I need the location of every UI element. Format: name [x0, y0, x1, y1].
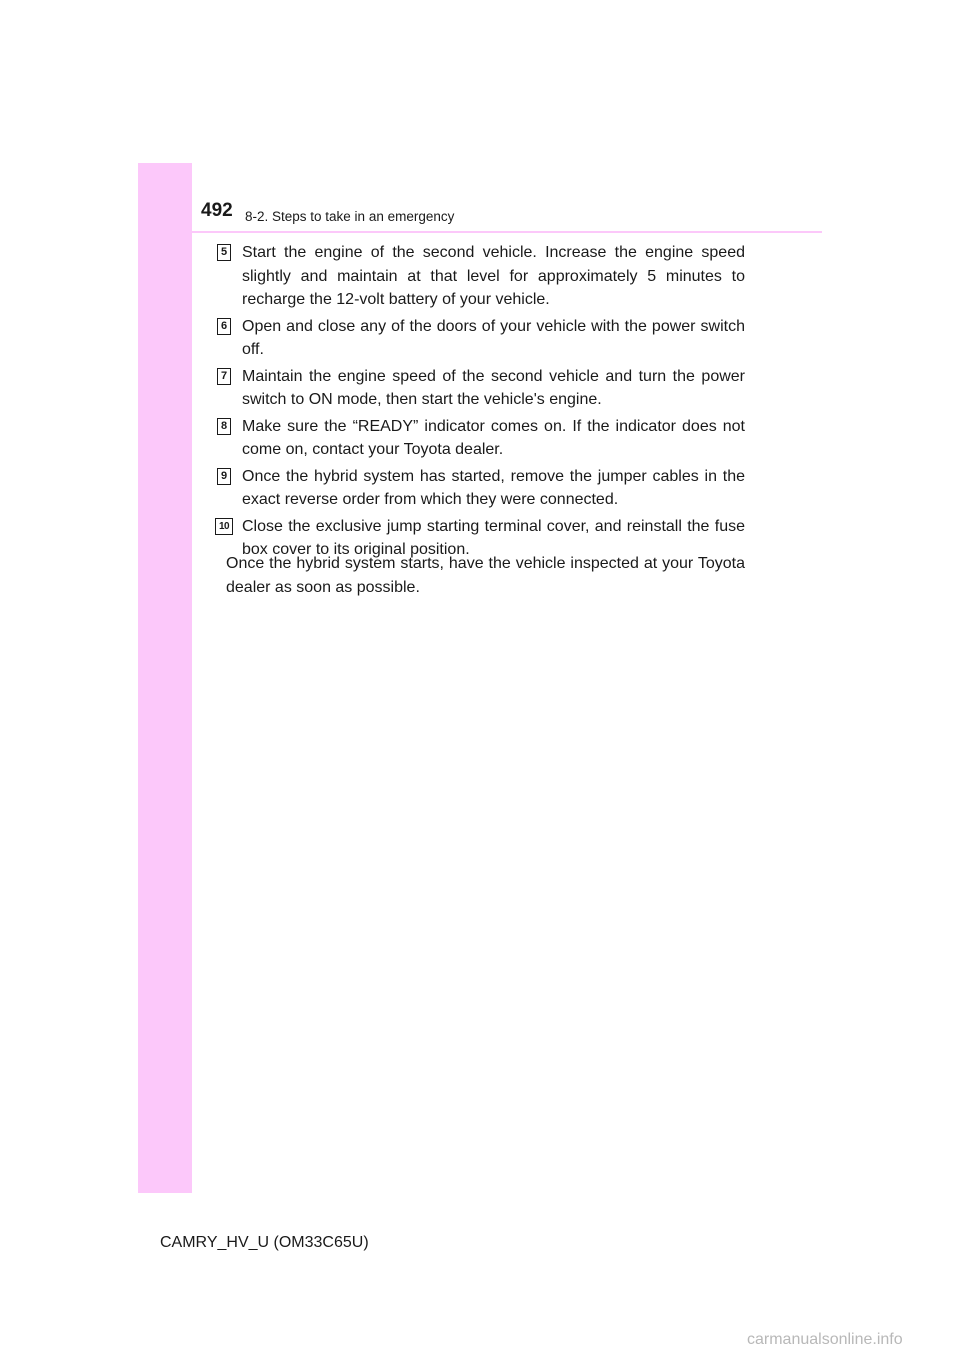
section-title: 8-2. Steps to take in an emergency — [245, 209, 455, 224]
footer-model-code: CAMRY_HV_U (OM33C65U) — [160, 1234, 369, 1251]
step-number-badge: 7 — [217, 368, 231, 385]
closing-note: Once the hybrid system starts, have the vehicle inspected at your Toyota dealer as soon as possible. — [226, 555, 745, 596]
watermark-link[interactable]: carmanualsonline.info — [747, 1331, 903, 1348]
step-text: Make sure the “READY” indicator comes on. If the indicator does not come on, contact your Toyota dealer. — [242, 417, 745, 458]
step-text: Once the hybrid system has started, remove the jumper cables in the exact reverse order from which they were connected. — [242, 467, 745, 508]
section-color-band — [138, 163, 192, 1193]
step-item — [220, 465, 745, 512]
step-text: Open and close any of the doors of your vehicle with the power switch off. — [242, 317, 745, 358]
page-number: 492 — [201, 200, 233, 221]
header-divider — [192, 231, 822, 233]
step-item — [220, 315, 745, 362]
step-number-badge: 9 — [217, 468, 231, 485]
step-text: Start the engine of the second vehicle. Increase the engine speed slightly and maintain at that level for approximately 5 minutes to recharge the 12-volt battery of your vehicle. — [242, 244, 745, 308]
step-text: Maintain the engine speed of the second vehicle and turn the power switch to ON mode, then start the vehicle's engine. — [242, 367, 745, 408]
step-item — [220, 415, 745, 462]
step-item — [220, 365, 745, 412]
step-number-badge: 8 — [217, 418, 231, 435]
step-text: Close the exclusive jump starting terminal cover, and reinstall the fuse box cover to its original position. — [242, 517, 745, 558]
step-item — [220, 241, 745, 312]
step-number-badge: 10 — [215, 518, 233, 535]
step-number-badge: 5 — [217, 244, 231, 261]
step-list — [218, 241, 745, 565]
step-number-badge: 6 — [217, 318, 231, 335]
